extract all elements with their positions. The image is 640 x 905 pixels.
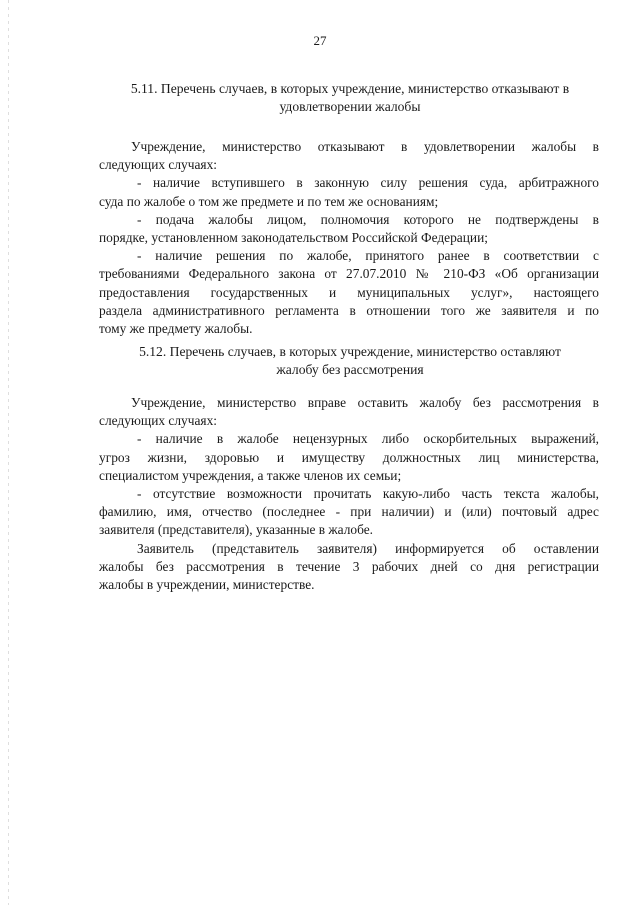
intro-line: следующих случаях: xyxy=(99,157,217,173)
heading-line: удовлетворении жалобы xyxy=(279,99,421,114)
section-5-11-heading xyxy=(90,80,610,116)
list-item-line: тому же предмету жалобы. xyxy=(99,321,253,337)
section-5-11-body xyxy=(99,138,599,338)
section-5-12-body xyxy=(99,394,599,594)
list-item-line: специалистом учреждения, а также членов их семьи; xyxy=(99,467,402,483)
scan-edge-line xyxy=(8,0,9,905)
list-item-line: порядке, установленном законодательством Российской Федерации; xyxy=(99,230,488,246)
list-item-line: - наличие в жалобе нецензурных либо оскорбительных выражений, xyxy=(137,431,599,447)
closing-line: жалобы без рассмотрения в течение 3 рабочих дней со дня регистрации xyxy=(99,558,599,574)
section-5-12-heading xyxy=(90,343,610,379)
list-item-line: - отсутствие возможности прочитать какую-либо часть текста жалобы, xyxy=(137,486,599,502)
list-item-line: предоставления государственных и муниципальных услуг», настоящего xyxy=(99,284,599,300)
heading-line: жалобу без рассмотрения xyxy=(276,362,424,377)
list-item-line: требованиями Федерального закона от 27.07.2010 № 210-ФЗ «Об организации xyxy=(99,266,599,282)
list-item-line: - наличие решения по жалобе, принятого ранее в соответствии с xyxy=(137,248,599,264)
intro-line: Учреждение, министерство отказывают в удовлетворении жалобы в xyxy=(131,139,599,154)
closing-line: жалобы в учреждении, министерстве. xyxy=(99,577,315,593)
list-item-line: раздела административного регламента в отношении того же заявителя и по xyxy=(99,302,599,318)
page-number: 27 xyxy=(313,33,327,48)
list-item-line: фамилию, имя, отчество (последнее - при наличии) и (или) почтовый адрес xyxy=(99,504,599,520)
list-item-line: заявителя (представителя), указанные в жалобе. xyxy=(99,522,374,538)
intro-line: следующих случаях: xyxy=(99,413,217,429)
list-item-line: - наличие вступившего в законную силу решения суда, арбитражного xyxy=(137,175,599,191)
heading-line: 5.12. Перечень случаев, в которых учреждение, министерство оставляют xyxy=(139,344,561,359)
closing-line: Заявитель (представитель заявителя) информируется об оставлении xyxy=(137,540,599,556)
list-item-line: угроз жизни, здоровью и имуществу должностных лиц министерства, xyxy=(99,449,599,465)
intro-line: Учреждение, министерство вправе оставить жалобу без рассмотрения в xyxy=(131,395,599,410)
heading-line: 5.11. Перечень случаев, в которых учреждение, министерство отказывают в xyxy=(130,81,570,96)
list-item-line: суда по жалобе о том же предмете и по тем же основаниям; xyxy=(99,193,439,209)
list-item-line: - подача жалобы лицом, полномочия которого не подтверждены в xyxy=(137,211,599,227)
